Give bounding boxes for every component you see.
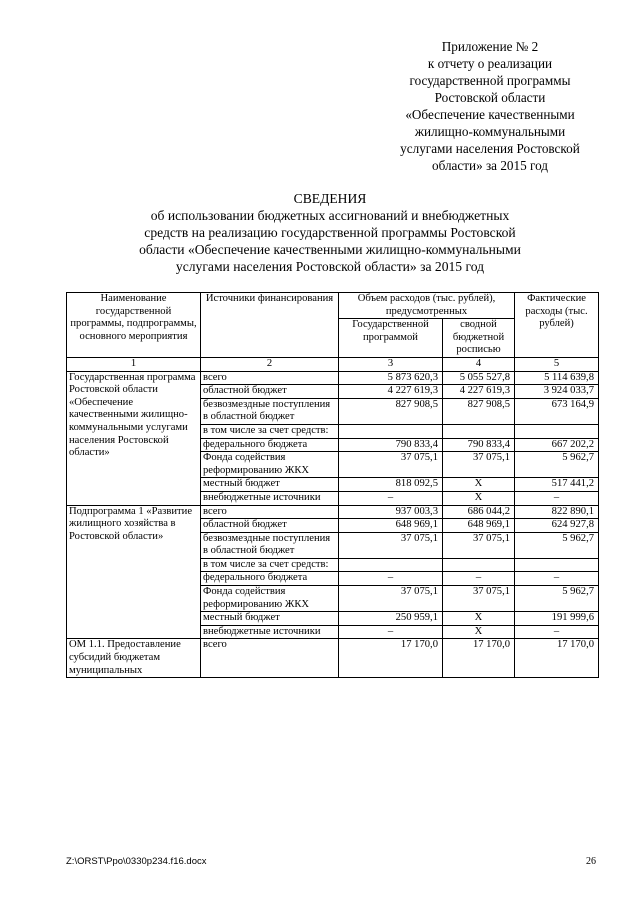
source-cell: местный бюджет (201, 478, 339, 492)
program-amount-cell: 827 908,5 (339, 398, 443, 424)
header-source: Источники финансирования (201, 293, 339, 358)
budget-amount-cell (443, 424, 515, 438)
header-by-program: Государственной программой (339, 319, 443, 358)
actual-amount-cell: – (515, 491, 599, 505)
actual-amount-cell (515, 558, 599, 572)
source-cell: всего (201, 505, 339, 519)
column-number-row (67, 357, 599, 371)
title-line: средств на реализацию государственной программы Ростовской (144, 225, 516, 240)
actual-amount-cell: – (515, 572, 599, 586)
budget-amount-cell: 827 908,5 (443, 398, 515, 424)
title-heading: СВЕДЕНИЯ (293, 191, 367, 206)
page-number: 26 (586, 856, 596, 867)
table-row (67, 639, 599, 678)
appendix-line: к отчету о реализации (427, 56, 553, 71)
source-cell: внебюджетные источники (201, 625, 339, 639)
title-line: услугами населения Ростовской области» за 2015 год (175, 259, 485, 274)
program-amount-cell: – (339, 572, 443, 586)
column-number: 4 (443, 357, 515, 371)
column-number: 5 (515, 357, 599, 371)
actual-amount-cell: 624 927,8 (515, 519, 599, 533)
budget-amount-cell: 37 075,1 (443, 452, 515, 478)
source-cell: безвозмездные поступления в областной бюджет (201, 398, 339, 424)
source-cell: всего (201, 639, 339, 678)
program-name-cell: ОМ 1.1. Предоставление субсидий бюджетам муниципальных (67, 639, 201, 678)
appendix-line: государственной программы (409, 73, 571, 88)
appendix-line: Ростовской области (434, 90, 546, 105)
budget-amount-cell: 648 969,1 (443, 519, 515, 533)
program-amount-cell: 818 092,5 (339, 478, 443, 492)
appendix-line: области» за 2015 год (431, 158, 548, 173)
source-cell: внебюджетные источники (201, 491, 339, 505)
budget-amount-cell: – (443, 572, 515, 586)
program-name-cell: Подпрограмма 1 «Развитие жилищного хозяйства в Ростовской области» (67, 505, 201, 639)
budget-amount-cell: X (443, 612, 515, 626)
header-actual: Фактические расходы (тыс. рублей) (515, 293, 599, 358)
column-number: 1 (67, 357, 201, 371)
source-cell: федерального бюджета (201, 572, 339, 586)
budget-amount-cell: X (443, 491, 515, 505)
program-amount-cell: 790 833,4 (339, 438, 443, 452)
actual-amount-cell: 667 202,2 (515, 438, 599, 452)
budget-amount-cell: 17 170,0 (443, 639, 515, 678)
budget-amount-cell: 4 227 619,3 (443, 385, 515, 399)
program-amount-cell (339, 558, 443, 572)
appendix-line: «Обеспечение качественными (405, 107, 575, 122)
source-cell: областной бюджет (201, 385, 339, 399)
actual-amount-cell: 17 170,0 (515, 639, 599, 678)
program-amount-cell: 37 075,1 (339, 452, 443, 478)
source-cell: безвозмездные поступления в областной бюджет (201, 532, 339, 558)
appendix-line: услугами населения Ростовской (400, 141, 580, 156)
column-number: 3 (339, 357, 443, 371)
program-amount-cell: 4 227 619,3 (339, 385, 443, 399)
program-amount-cell: 37 075,1 (339, 586, 443, 612)
column-number: 2 (201, 357, 339, 371)
program-amount-cell: 937 003,3 (339, 505, 443, 519)
appendix-line: Приложение № 2 (441, 39, 539, 54)
table-row (67, 371, 599, 385)
source-cell: областной бюджет (201, 519, 339, 533)
header-name: Наименование государственной программы, подпрограммы, основного мероприятия (67, 293, 201, 358)
document-title (80, 190, 580, 275)
header-volume: Объем расходов (тыс. рублей), предусмотренных (339, 293, 515, 319)
program-amount-cell: – (339, 625, 443, 639)
budget-amount-cell: 790 833,4 (443, 438, 515, 452)
expenditure-table (66, 292, 599, 678)
program-amount-cell: 5 873 620,3 (339, 371, 443, 385)
actual-amount-cell: 673 164,9 (515, 398, 599, 424)
source-cell: Фонда содействия реформированию ЖКХ (201, 452, 339, 478)
program-amount-cell: 17 170,0 (339, 639, 443, 678)
program-name-cell: Государственная программа Ростовской области «Обеспечение качественными жилищно-коммунальными услугами населения Ростовской области» (67, 371, 201, 505)
budget-amount-cell: 37 075,1 (443, 586, 515, 612)
table-row (67, 505, 599, 519)
footer-file-path: Z:\ORST\Ppo\0330p234.f16.docx (66, 856, 207, 867)
program-amount-cell: 250 959,1 (339, 612, 443, 626)
budget-amount-cell: 5 055 527,8 (443, 371, 515, 385)
program-amount-cell: 648 969,1 (339, 519, 443, 533)
source-cell: местный бюджет (201, 612, 339, 626)
budget-amount-cell: 686 044,2 (443, 505, 515, 519)
table-header-row (67, 293, 599, 319)
actual-amount-cell (515, 424, 599, 438)
budget-amount-cell: X (443, 625, 515, 639)
appendix-line: жилищно-коммунальными (414, 124, 566, 139)
source-cell: в том числе за счет средств: (201, 558, 339, 572)
header-by-budget: сводной бюджетной росписью (443, 319, 515, 358)
appendix-header (370, 38, 610, 174)
actual-amount-cell: 5 114 639,8 (515, 371, 599, 385)
actual-amount-cell: 5 962,7 (515, 532, 599, 558)
budget-amount-cell: X (443, 478, 515, 492)
source-cell: в том числе за счет средств: (201, 424, 339, 438)
title-line: об использовании бюджетных ассигнований и внебюджетных (150, 208, 510, 223)
title-line: области «Обеспечение качественными жилищно-коммунальными (139, 242, 521, 257)
program-amount-cell: 37 075,1 (339, 532, 443, 558)
actual-amount-cell: 822 890,1 (515, 505, 599, 519)
source-cell: Фонда содействия реформированию ЖКХ (201, 586, 339, 612)
actual-amount-cell: 5 962,7 (515, 586, 599, 612)
actual-amount-cell: 3 924 033,7 (515, 385, 599, 399)
actual-amount-cell: – (515, 625, 599, 639)
program-amount-cell: – (339, 491, 443, 505)
actual-amount-cell: 191 999,6 (515, 612, 599, 626)
budget-amount-cell: 37 075,1 (443, 532, 515, 558)
actual-amount-cell: 5 962,7 (515, 452, 599, 478)
source-cell: всего (201, 371, 339, 385)
program-amount-cell (339, 424, 443, 438)
actual-amount-cell: 517 441,2 (515, 478, 599, 492)
budget-amount-cell (443, 558, 515, 572)
source-cell: федерального бюджета (201, 438, 339, 452)
